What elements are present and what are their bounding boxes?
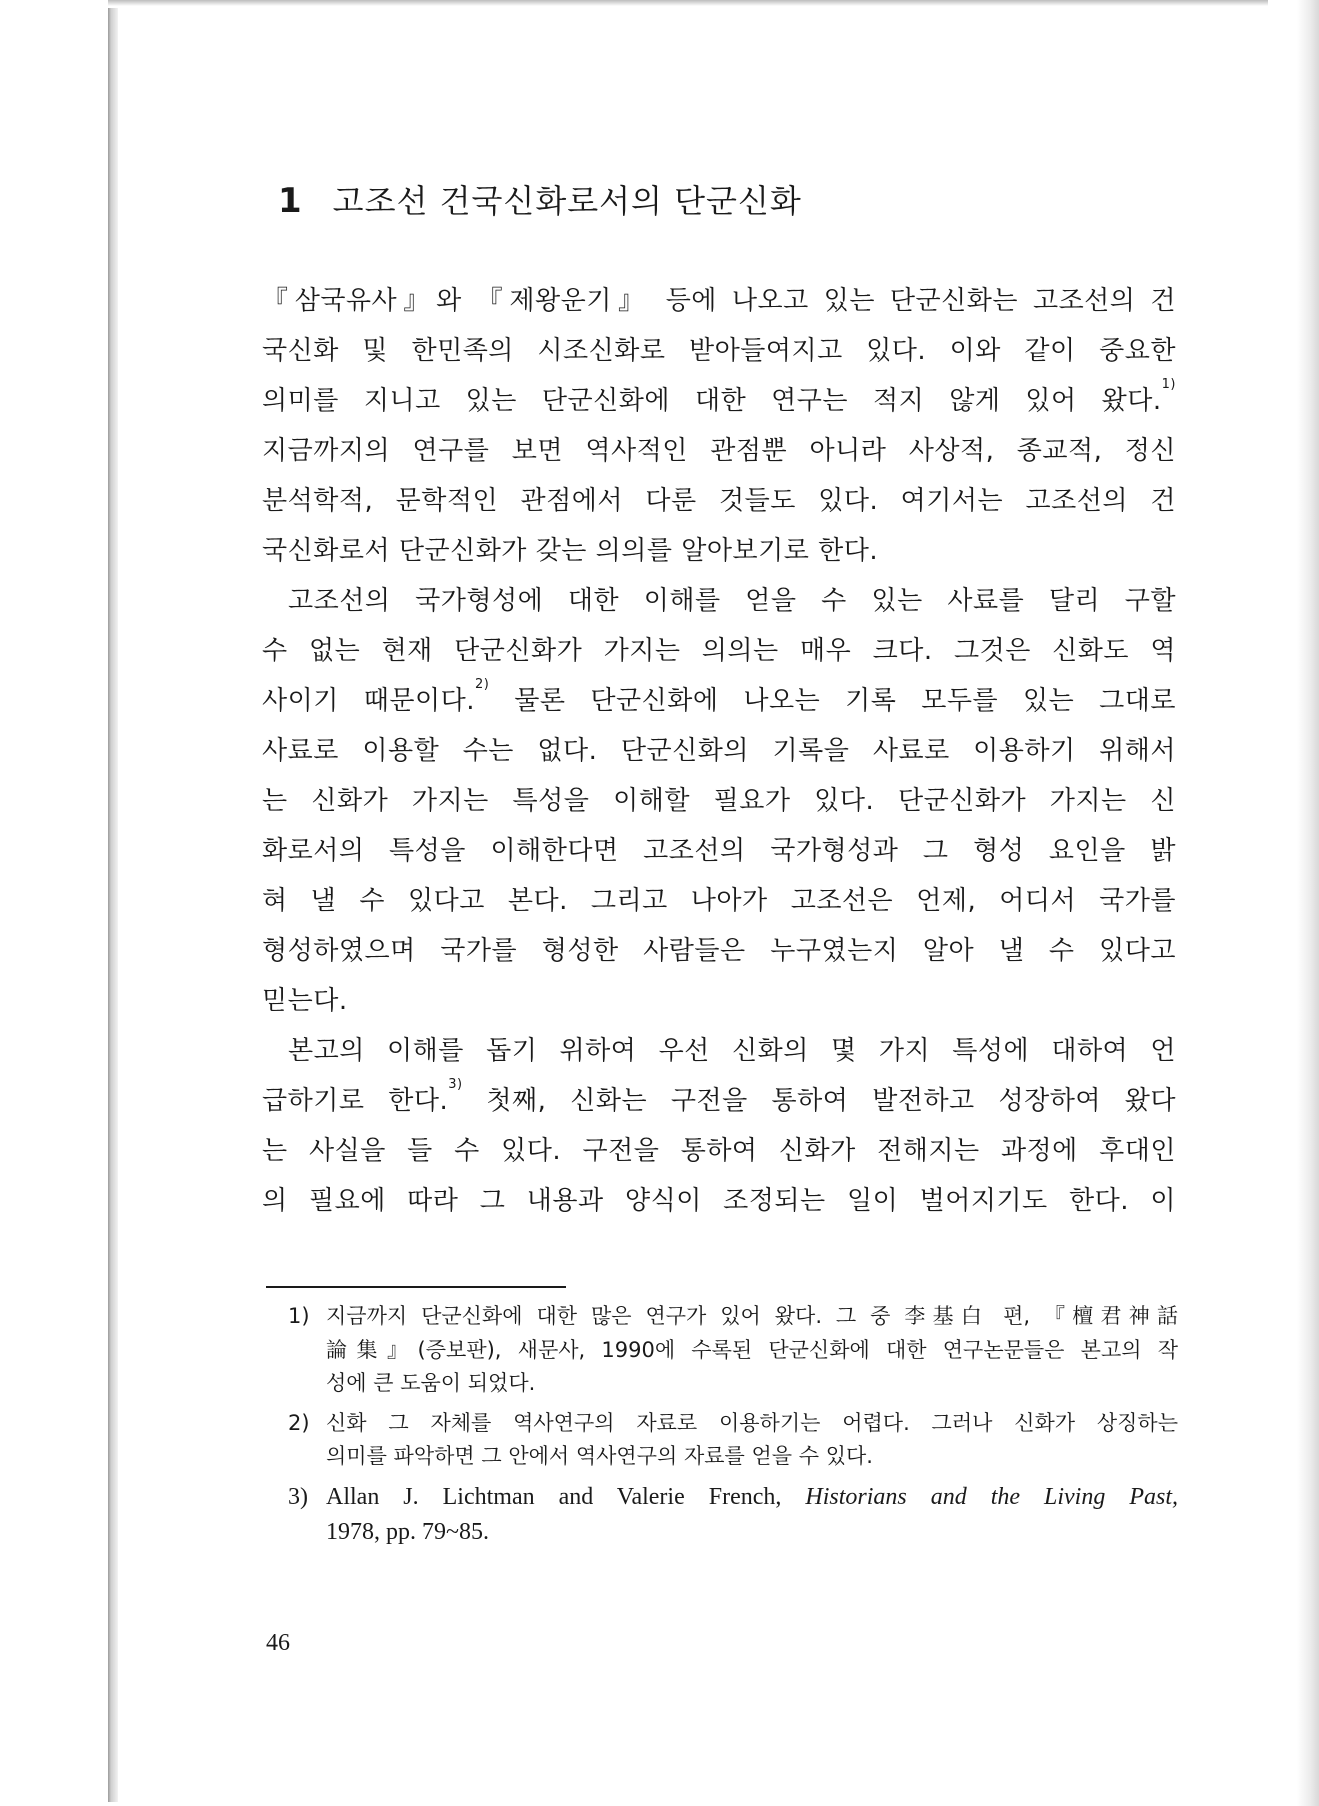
footnote-number: 2) [288,1410,310,1435]
footnote-1 [288,1300,1178,1401]
footnote-citation-title: Historians and the Living Past, [805,1483,1178,1510]
book-spine-shadow [108,8,118,1802]
footnote-3 [288,1480,1178,1550]
body-text [262,280,1176,1230]
paragraph-line [262,377,1176,430]
footnote-line: 신화 그 자체를 역사연구의 자료로 이용하기는 어렵다. 그러나 신화가 상징하는 [326,1410,1178,1435]
paragraph-line: 국신화로서 단군신화가 갖는 의의를 알아보기로 한다. [262,536,879,566]
paragraph-line-text: 사이기 때문이다. [262,686,475,716]
section-title: 고조선 건국신화로서의 단군신화 [332,182,802,220]
paragraph-line: 는 사실을 들 수 있다. 구전을 통하여 신화가 전해지는 과정에 후대인 [262,1136,1176,1166]
paragraph-line: 화로서의 특성을 이해한다면 고조선의 국가형성과 그 형성 요인을 밝 [262,836,1176,866]
footnote-number: 3) [288,1483,308,1510]
paragraph-line: 본고의 이해를 돕기 위하여 우선 신화의 몇 가지 특성에 대하여 언 [288,1036,1176,1066]
footnote-line: 성에 큰 도움이 되었다. [326,1371,536,1396]
footnotes [288,1300,1178,1556]
paragraph-line: 분석학적, 문학적인 관점에서 다룬 것들도 있다. 여기서는 고조선의 건 [262,486,1176,516]
paragraph-line: 혀 낼 수 있다고 본다. 그리고 나아가 고조선은 언제, 어디서 국가를 [262,886,1176,916]
footnote-ref-3[interactable]: 3) [448,1077,463,1092]
page-top-edge [108,0,1268,6]
paragraph-1 [262,280,1176,580]
paragraph-line: 믿는다. [262,986,348,1016]
paragraph-line-text: 물론 단군신화에 나오는 기록 모두를 있는 그대로 [489,686,1176,716]
footnote-line [326,1480,1178,1515]
paragraph-line: 『삼국유사』와 『제왕운기』 등에 나오고 있는 단군신화는 고조선의 건 [262,286,1176,316]
footnote-line: 1978, pp. 79~85. [326,1518,489,1545]
paragraph-line: 형성하였으며 국가를 형성한 사람들은 누구였는지 알아 낼 수 있다고 [262,936,1176,966]
footnote-ref-1[interactable]: 1) [1161,377,1176,392]
section-number: 1 [278,181,303,221]
paragraph-line [262,1077,1176,1130]
paragraph-line: 의 필요에 따라 그 내용과 양식이 조정되는 일이 벌어지기도 한다. 이 [262,1186,1176,1216]
footnote-line: 의미를 파악하면 그 안에서 역사연구의 자료를 얻을 수 있다. [326,1444,873,1469]
footnote-ref-2[interactable]: 2) [474,677,490,692]
footnote-divider [266,1286,566,1288]
page-right-edge-shadow [1297,0,1319,1806]
paragraph-line [262,677,1176,730]
footnote-line: 지금까지 단군신화에 대한 많은 연구가 있어 왔다. 그 중 李基白 편, 『檀君神話 [326,1304,1178,1328]
paragraph-line: 국신화 및 한민족의 시조신화로 받아들여지고 있다. 이와 같이 중요한 [262,336,1176,366]
paragraph-line: 지금까지의 연구를 보면 역사적인 관점뿐 아니라 사상적, 종교적, 정신 [262,436,1176,466]
paragraph-line: 사료로 이용할 수는 없다. 단군신화의 기록을 사료로 이용하기 위해서 [262,736,1176,766]
paragraph-2 [262,580,1176,1030]
paragraph-line: 고조선의 국가형성에 대한 이해를 얻을 수 있는 사료를 달리 구할 [288,586,1176,616]
section-heading [278,176,802,222]
paragraph-line: 는 신화가 가지는 특성을 이해할 필요가 있다. 단군신화가 가지는 신 [262,786,1176,816]
page-number: 46 [266,1630,290,1656]
paragraph-3 [262,1030,1176,1230]
paragraph-line-text: 첫째, 신화는 구전을 통하여 발전하고 성장하여 왔다 [462,1086,1176,1116]
paragraph-line: 수 없는 현재 단군신화가 가지는 의의는 매우 크다. 그것은 신화도 역 [262,636,1176,666]
footnote-line: 論集』(증보판), 새문사, 1990에 수록된 단군신화에 대한 연구논문들은 본고의 작 [326,1337,1178,1362]
paragraph-line-text: 의미를 지니고 있는 단군신화에 대한 연구는 적지 않게 있어 왔다. [262,386,1162,416]
footnote-2 [288,1407,1178,1474]
paragraph-line-text: 급하기로 한다. [262,1086,449,1116]
footnote-citation-authors: Allan J. Lichtman and Valerie French, [326,1483,806,1510]
footnote-number: 1) [288,1304,310,1328]
